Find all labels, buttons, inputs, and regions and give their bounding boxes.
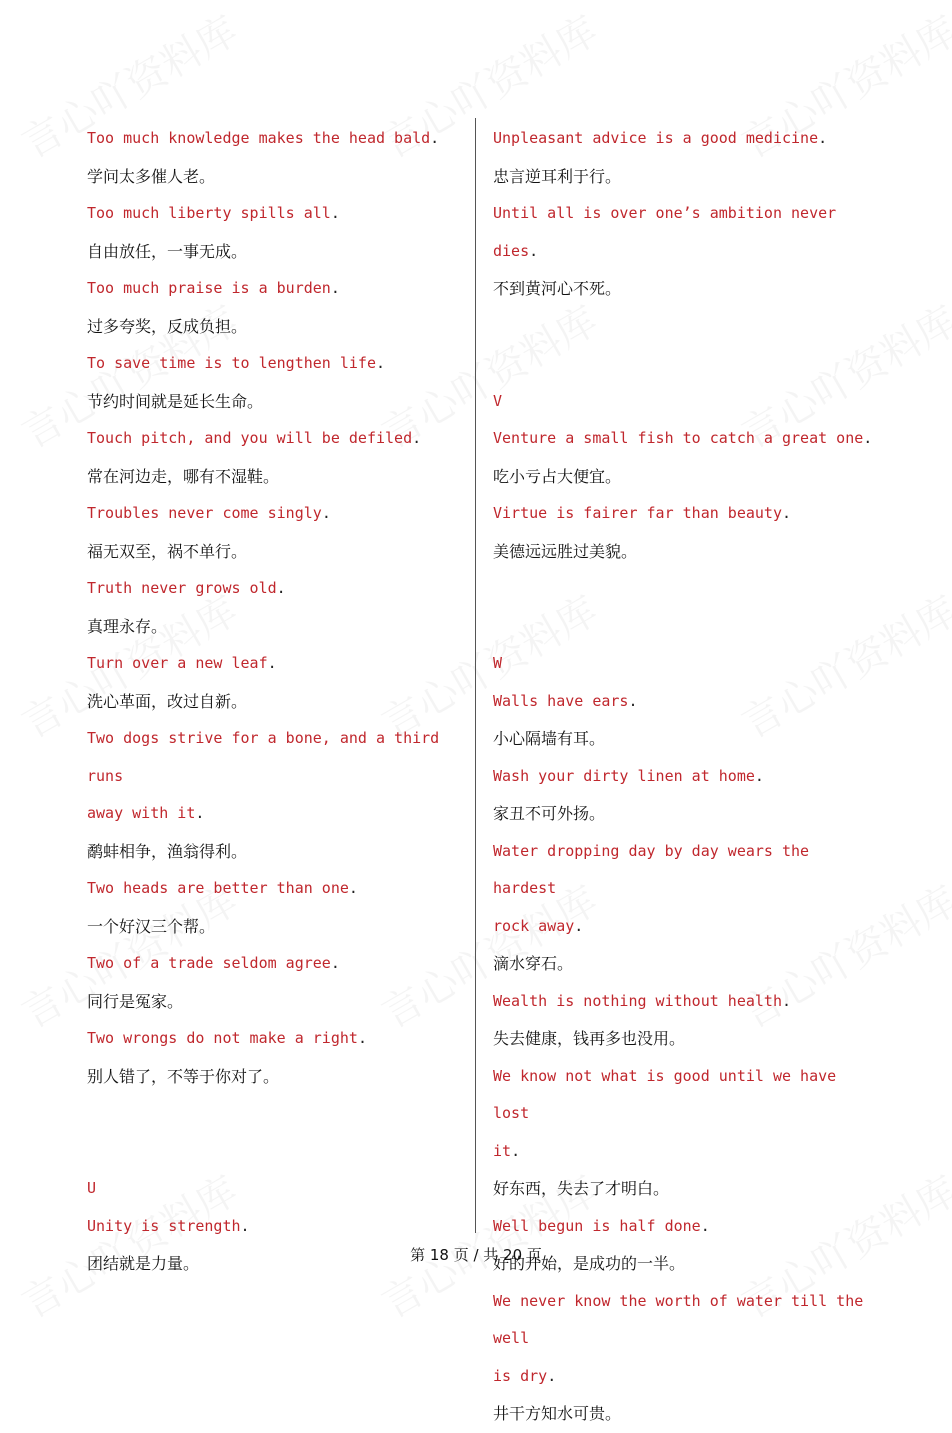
proverb-english xyxy=(493,120,873,158)
period: . xyxy=(547,1366,557,1385)
spacer xyxy=(493,308,873,346)
proverb-chinese: 忠言逆耳利于行。 xyxy=(493,166,622,186)
period: . xyxy=(276,579,286,597)
proverb-english xyxy=(87,345,467,383)
proverb-chinese: 同行是冤家。 xyxy=(87,991,184,1011)
right-column xyxy=(493,120,873,1433)
proverb-english xyxy=(87,570,467,608)
period: . xyxy=(330,954,340,972)
proverb-chinese: 真理永存。 xyxy=(87,616,168,636)
proverb-chinese: 小心隔墙有耳。 xyxy=(493,729,606,748)
proverb-chinese: 不到黄河心不死。 xyxy=(493,279,622,298)
proverb-chinese: 鹬蚌相争，渔翁得利。 xyxy=(87,841,248,861)
spacer xyxy=(493,608,873,646)
proverb-english-text: Touch pitch, and you will be defiled xyxy=(87,429,413,447)
proverb-english xyxy=(87,870,467,908)
proverb-chinese: 滴水穿石。 xyxy=(493,954,574,973)
period: . xyxy=(348,879,358,897)
period: . xyxy=(195,804,205,822)
proverb-english xyxy=(493,495,873,533)
proverb-english xyxy=(493,683,873,721)
proverb-english-text: Venture a small fish to catch a great one xyxy=(493,429,864,447)
period: . xyxy=(330,279,340,297)
proverb-english-text: We never know the worth of water till the well is dry xyxy=(493,1291,864,1385)
proverb-english-text: We know not what is good until we have lost it xyxy=(493,1066,837,1160)
proverb-english-text: Too much knowledge makes the head bald xyxy=(87,129,431,147)
spacer xyxy=(87,1095,467,1133)
spacer xyxy=(87,1133,467,1171)
period: . xyxy=(628,691,638,710)
section-letter: W xyxy=(493,654,503,672)
proverb-english-text: Wealth is nothing without health xyxy=(493,991,782,1010)
proverb-english-text: Troubles never come singly xyxy=(87,504,322,522)
proverb-chinese: 自由放任，一事无成。 xyxy=(87,241,248,261)
proverb-english xyxy=(493,1058,873,1171)
column-divider xyxy=(475,118,476,1233)
proverb-chinese: 洗心革面，改过自新。 xyxy=(87,691,248,711)
proverb-english xyxy=(493,1283,873,1396)
proverb-chinese: 好的开始，是成功的一半。 xyxy=(493,1254,686,1273)
period: . xyxy=(754,766,764,785)
proverb-english xyxy=(493,420,873,458)
proverb-english-text: Walls have ears xyxy=(493,691,629,710)
proverb-english xyxy=(87,120,467,158)
proverb-chinese: 福无双至，祸不单行。 xyxy=(87,541,248,561)
period: . xyxy=(375,354,386,372)
proverb-chinese: 一个好汉三个帮。 xyxy=(87,916,216,936)
proverb-chinese: 家丑不可外扬。 xyxy=(493,804,606,823)
period: . xyxy=(412,429,422,447)
proverb-english-text: Virtue is fairer far than beauty xyxy=(493,504,782,522)
left-column xyxy=(87,120,467,1283)
proverb-english xyxy=(87,495,467,533)
proverb-english-text: Turn over a new leaf xyxy=(87,654,268,672)
period: . xyxy=(357,1029,367,1047)
proverb-chinese: 过多夸奖，反成负担。 xyxy=(87,316,248,336)
proverb-english xyxy=(87,1020,467,1058)
proverb-english-text: Water dropping day by day wears the hardest rock away xyxy=(493,841,810,935)
proverb-chinese: 团结就是力量。 xyxy=(87,1254,200,1273)
period: . xyxy=(511,1141,521,1160)
proverb-english-text: Unpleasant advice is a good medicine xyxy=(493,129,819,147)
period: . xyxy=(781,991,792,1010)
section-letter: U xyxy=(87,1179,97,1197)
period: . xyxy=(863,429,873,447)
period: . xyxy=(529,241,539,260)
proverb-english xyxy=(87,1208,467,1246)
proverb-chinese: 学问太多催人老。 xyxy=(87,166,216,186)
proverb-english-text: Too much liberty spills all xyxy=(87,204,331,222)
proverb-english-text: Well begun is half done xyxy=(493,1216,701,1235)
period: . xyxy=(330,204,340,222)
proverb-english xyxy=(87,720,467,833)
proverb-english-text: To save time is to lengthen life xyxy=(87,354,376,372)
proverb-chinese: 美德远远胜过美貌。 xyxy=(493,541,638,561)
proverb-chinese: 常在河边走，哪有不湿鞋。 xyxy=(87,466,280,486)
proverb-english xyxy=(493,983,873,1021)
proverb-english xyxy=(493,833,873,946)
proverb-chinese: 别人错了，不等于你对了。 xyxy=(87,1066,280,1086)
period: . xyxy=(700,1216,710,1235)
proverb-english-text: Until all is over one’s ambition never dies xyxy=(493,204,846,260)
proverb-chinese: 节约时间就是延长生命。 xyxy=(87,391,264,411)
period: . xyxy=(240,1216,250,1235)
proverb-english xyxy=(87,420,467,458)
period: . xyxy=(574,916,584,935)
proverb-english-text: Truth never grows old xyxy=(87,579,277,597)
proverb-english-text: Too much praise is a burden xyxy=(87,279,331,297)
proverb-english-text: Two wrongs do not make a right xyxy=(87,1029,358,1047)
proverb-english-text: Two heads are better than one xyxy=(87,879,349,897)
spacer xyxy=(493,345,873,383)
period: . xyxy=(430,129,440,147)
proverb-english xyxy=(493,195,873,270)
page-footer: 第 18 页 / 共 20 页 xyxy=(410,1246,542,1264)
proverb-english xyxy=(493,758,873,796)
proverb-english xyxy=(493,1208,873,1246)
period: . xyxy=(267,654,277,672)
period: . xyxy=(818,129,828,147)
section-letter: V xyxy=(493,391,503,410)
period: . xyxy=(321,504,331,522)
proverb-english xyxy=(87,645,467,683)
proverb-chinese: 好东西，失去了才明白。 xyxy=(493,1179,670,1198)
proverb-english-text: Unity is strength xyxy=(87,1216,241,1235)
spacer xyxy=(493,570,873,608)
period: . xyxy=(781,504,792,522)
proverb-english xyxy=(87,195,467,233)
proverb-english-text: Wash your dirty linen at home xyxy=(493,766,755,785)
proverb-english-text: Two dogs strive for a bone, and a third runs away with it xyxy=(87,729,440,822)
proverb-chinese: 失去健康，钱再多也没用。 xyxy=(493,1029,686,1048)
proverb-english xyxy=(87,270,467,308)
proverb-chinese: 井干方知水可贵。 xyxy=(493,1404,622,1423)
proverb-english-text: Two of a trade seldom agree xyxy=(87,954,331,972)
proverb-english xyxy=(87,945,467,983)
proverb-chinese: 吃小亏占大便宜。 xyxy=(493,466,622,486)
